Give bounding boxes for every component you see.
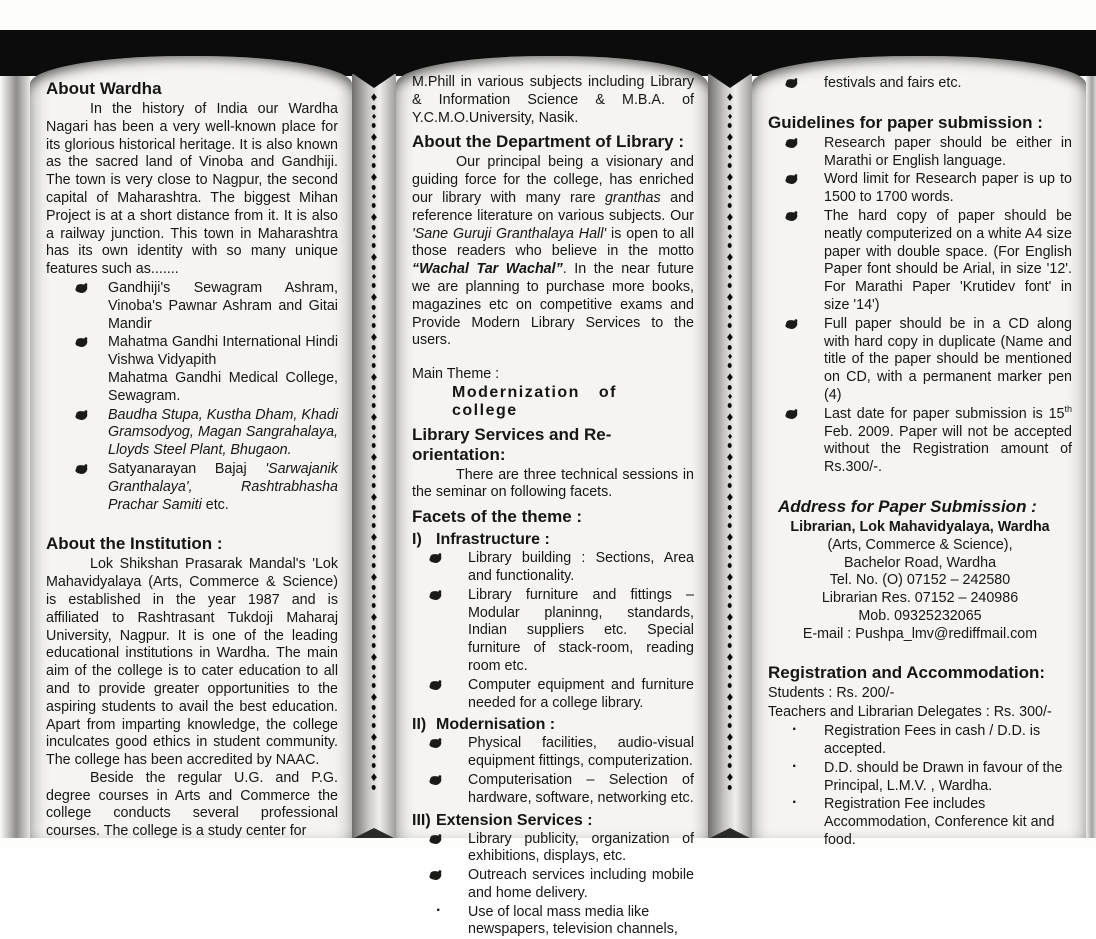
fold-dot-icon (372, 625, 376, 630)
fold-dot-icon (728, 723, 732, 728)
fold-diamond-icon: ♦ (371, 751, 377, 761)
bullet-item (412, 735, 694, 771)
fold-diamond-icon: ♦ (727, 751, 733, 761)
fold-dot-icon (728, 385, 732, 390)
bullet-text: Registration Fee includes Accommodation, Conference kit and food. (824, 796, 1055, 848)
fold-dot-icon (728, 203, 732, 208)
bullet-text: D.D. should be Drawn in favour of the Principal, L.M.V. , Wardha. (824, 759, 1063, 794)
fold-dot-icon (372, 465, 376, 470)
text-line: Main Theme : (412, 366, 500, 383)
leaf-bullet-icon (75, 282, 88, 294)
text-run: Satyanarayan Bajaj (108, 460, 266, 477)
fold-dot-icon (372, 305, 376, 310)
leaf-bullet-icon (785, 408, 798, 420)
fold-dot-icon (728, 523, 732, 528)
fold-dot-icon (372, 185, 376, 190)
left-fold-edge (0, 76, 30, 838)
fold-dot-icon (728, 283, 732, 288)
section-gap (768, 644, 1072, 658)
bullet-text: The hard copy of paper should be neatly computerized on a white A4 size paper with double space. (For English Paper font should be Arial, in size '12'. For Marathi Paper 'Krutidev font' in size '14') (824, 207, 1072, 313)
paragraph: Beside the regular U.G. and P.G. degree courses in Arts and Commerce the college conducts several professional courses. The college is a study center for (46, 769, 338, 840)
diamond-ornament-column (727, 90, 734, 826)
fold-diamond-icon: ♦ (370, 409, 378, 424)
roman-numeral-label: II) (412, 716, 427, 734)
fold-diamond-icon: ♦ (727, 631, 733, 641)
fold-dot-icon (372, 705, 376, 710)
fold-dot-icon (728, 563, 732, 568)
fold-diamond-icon: ♦ (726, 409, 734, 424)
fold-dot-icon (372, 123, 376, 128)
fold-diamond-icon: ♦ (370, 90, 378, 104)
fold-diamond-icon: ♦ (726, 129, 734, 144)
fold-dot-icon (372, 363, 376, 368)
fold-dot-icon (372, 345, 376, 350)
fold-diamond-icon: ♦ (371, 551, 377, 561)
fold-diamond-icon: ♦ (727, 351, 733, 361)
leaf-bullet-icon (75, 463, 88, 475)
fold-diamond-icon: ♦ (370, 129, 378, 144)
section-heading: About Wardha (46, 79, 162, 98)
fold-dot-icon (372, 243, 376, 248)
bullet-item (768, 75, 1072, 93)
bullet-item (412, 587, 694, 676)
fold-dot-icon (372, 563, 376, 568)
fold-diamond-icon: ♦ (727, 511, 733, 521)
text-run: granthas (604, 189, 661, 206)
bullet-text: Physical facilities, audio-visual equipment fittings, computerization. (468, 735, 694, 770)
fold-diamond-icon: ♦ (371, 351, 377, 361)
fold-dot-icon (372, 643, 376, 648)
fold-diamond-icon: ♦ (370, 249, 378, 264)
fold-dot-icon (372, 665, 376, 670)
fold-diamond-icon: ♦ (371, 231, 377, 241)
fold-dot-icon (728, 345, 732, 350)
fold-dot-icon (728, 145, 732, 150)
text-line: Teachers and Librarian Delegates : Rs. 300/- (768, 704, 1052, 721)
subheading-text: Infrastructure : (436, 531, 550, 549)
fold-dot-icon (372, 483, 376, 488)
bullet-text (108, 407, 338, 459)
bullet-item (768, 135, 1072, 171)
leaf-bullet-icon (429, 774, 442, 786)
fold-diamond-icon: ♦ (371, 591, 377, 601)
numbered-subheading (412, 811, 694, 830)
fold-dot-icon (728, 545, 732, 550)
bullet-text: Library publicity, organization of exhibitions, displays, etc. (468, 830, 694, 865)
text-run: is open to all those readers who believe in the motto (412, 225, 695, 260)
fold-dot-icon (372, 283, 376, 288)
fold-dot-icon (728, 363, 732, 368)
fold-dot-icon (728, 425, 732, 430)
leaf-bullet-icon (785, 318, 798, 330)
fold-diamond-icon: ♦ (726, 729, 734, 744)
fold-diamond-icon: ♦ (726, 369, 734, 384)
section-heading: Guidelines for paper submission : (768, 112, 1043, 132)
bullet-text: Gandhiji's Sewagram Ashram, Vinoba's Pawnar Ashram and Gitai Mandir (108, 279, 338, 332)
contact-line: E-mail : Pushpa_lmv@rediffmail.com (802, 625, 1038, 642)
text-run: th (1064, 403, 1072, 414)
fold-diamond-icon: ♦ (727, 471, 733, 481)
fold-dot-icon (728, 763, 732, 768)
fold-gutter (708, 74, 752, 838)
leaf-bullet-icon (429, 738, 442, 750)
fold-dot-icon (372, 203, 376, 208)
fold-dot-icon (372, 163, 376, 168)
text-run: Baudha Stupa, Kustha Dham, Khadi Gramsodyog, Magan Sangrahalaya, Lloyds Steel Plant, Bhugaon. (108, 406, 338, 459)
bullet-text: Word limit for Research paper is up to 1500 to 1700 words. (824, 171, 1072, 206)
contact-line: Bachelor Road, Wardha (843, 554, 997, 571)
bullet-item (46, 334, 338, 405)
fold-dot-icon (728, 705, 732, 710)
fold-diamond-icon: ♦ (727, 151, 733, 161)
fold-dot-icon (728, 643, 732, 648)
bullet-text: Library furniture and fittings – Modular planinng, standards, Indian suppliers etc. Special furniture of stack-room, reading room etc. (468, 586, 694, 674)
paragraph (412, 154, 694, 350)
bullet-text: Registration Fees in cash / D.D. is accepted. (824, 723, 1041, 757)
text-run: Mahatma Gandhi International Hindi Vishwa Vidyapith (108, 334, 338, 369)
paragraph: M.Phill in various subjects including Library & Information Science & M.B.A. of Y.C.M.O.University, Nasik. (412, 74, 694, 126)
section-heading: Library Services and Re-orientation: (412, 424, 612, 464)
fold-diamond-icon: ♦ (726, 649, 734, 664)
subheading-text: Modernisation : (436, 716, 556, 734)
section-gap (412, 350, 694, 364)
text-run: etc. (201, 496, 229, 513)
fold-diamond-icon: ♦ (370, 449, 378, 464)
fold-dot-icon (728, 465, 732, 470)
fold-diamond-icon: ♦ (727, 671, 733, 681)
bullet-item (412, 677, 694, 713)
fold-dot-icon (372, 723, 376, 728)
text-run: Mahatma Gandhi Medical College, Sewagram. (108, 369, 338, 404)
dot-bullet-item (768, 723, 1072, 759)
fold-dot-icon (372, 425, 376, 430)
fold-diamond-icon: ♦ (727, 191, 733, 201)
bullet-text (824, 403, 1072, 476)
numbered-subheading (412, 530, 694, 549)
dot-bullet-icon: · (792, 721, 798, 739)
bullet-text: Computer equipment and furniture needed for a college library. (468, 676, 694, 711)
fold-diamond-icon: ♦ (727, 591, 733, 601)
text-run: . In the near future we are planning to purchase more books, magazines etc on competitive exams and Provide Modern Library Services to the users. (412, 261, 694, 349)
fold-diamond-icon: ♦ (727, 271, 733, 281)
fold-dot-icon (728, 683, 732, 688)
bullet-item (412, 550, 694, 586)
fold-diamond-icon: ♦ (726, 209, 734, 224)
bullet-item (46, 407, 338, 460)
fold-dot-icon (372, 443, 376, 448)
fold-dot-icon (728, 785, 732, 790)
fold-dot-icon (728, 243, 732, 248)
diamond-ornament-column (371, 90, 378, 826)
fold-diamond-icon: ♦ (726, 569, 734, 584)
fold-diamond-icon: ♦ (727, 431, 733, 441)
section-heading: About the Department of Library : (412, 132, 685, 152)
section-gap (768, 94, 1072, 108)
fold-dot-icon (728, 745, 732, 750)
fold-gutter (352, 74, 396, 838)
fold-dot-icon (372, 105, 376, 110)
fold-dot-icon (728, 323, 732, 328)
leaf-bullet-icon (785, 78, 798, 90)
fold-dot-icon (728, 105, 732, 110)
fold-dot-icon (372, 603, 376, 608)
fold-dot-icon (372, 545, 376, 550)
panel-guidelines-registration (752, 56, 1086, 848)
bullet-item (768, 403, 1072, 477)
fold-diamond-icon: ♦ (371, 191, 377, 201)
dot-bullet-item (768, 796, 1072, 849)
bullet-text: Outreach services including mobile and home delivery. (468, 867, 694, 901)
fold-dot-icon (372, 265, 376, 270)
panel-about-wardha (30, 56, 352, 838)
fold-diamond-icon: ♦ (370, 369, 378, 384)
bullet-text: Full paper should be in a CD along with hard copy in duplicate (Name and title of the paper should be mentioned on CD, with a permanent marker pen (4) (824, 315, 1072, 403)
bullet-text (108, 461, 338, 513)
fold-diamond-icon: ♦ (371, 511, 377, 521)
fold-diamond-icon: ♦ (727, 111, 733, 121)
fold-diamond-icon: ♦ (371, 151, 377, 161)
dot-bullet-icon: · (792, 794, 798, 812)
fold-dot-icon (372, 403, 376, 408)
bullet-text: Computerisation – Selection of hardware, software, networking etc. (468, 771, 694, 806)
fold-dot-icon (728, 443, 732, 448)
fold-dot-icon (372, 225, 376, 230)
text-run: 'Sarwajanik Granthalaya', Rashtrabhasha Prachar Samiti (108, 460, 338, 513)
fold-dot-icon (372, 585, 376, 590)
roman-numeral-label: III) (412, 811, 431, 829)
fold-diamond-icon: ♦ (726, 169, 734, 184)
section-gap (768, 478, 1072, 492)
bullet-text: Use of local mass media like newspapers, television channels, (468, 903, 678, 938)
fold-dot-icon (728, 603, 732, 608)
leaf-bullet-icon (75, 337, 88, 349)
fold-diamond-icon: ♦ (726, 90, 734, 104)
leaf-bullet-icon (429, 553, 442, 565)
dot-bullet-icon: · (436, 901, 442, 919)
leaf-bullet-icon (429, 679, 442, 691)
fold-dot-icon (728, 305, 732, 310)
fold-diamond-icon: ♦ (370, 329, 378, 344)
bullet-text (108, 334, 338, 403)
fold-dot-icon (728, 225, 732, 230)
leaf-bullet-icon (429, 589, 442, 601)
fold-diamond-icon: ♦ (726, 609, 734, 624)
fold-diamond-icon: ♦ (726, 489, 734, 504)
fold-diamond-icon: ♦ (727, 551, 733, 561)
fold-dot-icon (728, 505, 732, 510)
text-run: Feb. 2009. Paper will not be accepted without the Registration amount of Rs.300/-. (824, 423, 1072, 476)
fold-diamond-icon: ♦ (370, 729, 378, 744)
text-line: Students : Rs. 200/- (768, 684, 895, 701)
section-heading: Facets of the theme : (412, 507, 583, 527)
paragraph: There are three technical sessions in the seminar on following facets. (412, 466, 694, 501)
fold-dot-icon (728, 185, 732, 190)
bullet-item (768, 208, 1072, 315)
roman-numeral-label: I) (412, 531, 422, 549)
fold-dot-icon (728, 163, 732, 168)
numbered-subheading (412, 715, 694, 734)
bullet-text: festivals and fairs etc. (824, 75, 962, 91)
contact-line: Librarian Res. 07152 – 240986 (821, 590, 1019, 607)
leaf-bullet-icon (75, 409, 88, 421)
fold-dot-icon (372, 745, 376, 750)
fold-diamond-icon: ♦ (726, 289, 734, 304)
bullet-item (768, 316, 1072, 405)
fold-diamond-icon: ♦ (726, 769, 734, 784)
contact-line: Tel. No. (O) 07152 – 242580 (829, 572, 1011, 589)
fold-dot-icon (728, 403, 732, 408)
fold-diamond-icon: ♦ (371, 711, 377, 721)
fold-diamond-icon: ♦ (727, 231, 733, 241)
fold-diamond-icon: ♦ (371, 471, 377, 481)
leaf-bullet-icon (785, 137, 798, 149)
fold-diamond-icon: ♦ (371, 111, 377, 121)
fold-dot-icon (728, 265, 732, 270)
bullet-item (412, 867, 694, 903)
fold-dot-icon (728, 665, 732, 670)
fold-dot-icon (372, 323, 376, 328)
fold-diamond-icon: ♦ (371, 311, 377, 321)
contact-line: (Arts, Commerce & Science), (827, 536, 1013, 553)
fold-diamond-icon: ♦ (370, 569, 378, 584)
fold-diamond-icon: ♦ (370, 209, 378, 224)
fold-dot-icon (372, 763, 376, 768)
paragraph: In the history of India our Wardha Nagari has been a very well-known place for its glorious historical heritage. It is also known as the sacred land of Vinoba and Gandhiji. The town is very close to Nagpur, the second capital of Maharashtra. The biggest Mihan Project is at a short distance from it. It is also a railway junction. This town in Maharashtra has its own identity with so many unique features such as....... (46, 101, 338, 278)
right-fold-edge (1086, 76, 1096, 838)
fold-diamond-icon: ♦ (727, 711, 733, 721)
fold-diamond-icon: ♦ (371, 391, 377, 401)
fold-dot-icon (728, 483, 732, 488)
fold-diamond-icon: ♦ (371, 631, 377, 641)
fold-diamond-icon: ♦ (370, 689, 378, 704)
fold-dot-icon (372, 385, 376, 390)
fold-diamond-icon: ♦ (370, 769, 378, 784)
fold-diamond-icon: ♦ (727, 391, 733, 401)
bullet-item (46, 280, 338, 333)
fold-diamond-icon: ♦ (370, 289, 378, 304)
fold-dot-icon (728, 123, 732, 128)
subheading-text: Extension Services : (436, 811, 593, 829)
section-heading: Registration and Accommodation: (768, 662, 1046, 682)
bullet-text: Research paper should be either in Marathi or English language. (824, 134, 1072, 169)
fold-diamond-icon: ♦ (726, 449, 734, 464)
leaf-bullet-icon (785, 211, 798, 223)
leaf-bullet-icon (429, 833, 442, 845)
contact-line: Mob. 09325232065 (858, 607, 982, 624)
fold-diamond-icon: ♦ (370, 649, 378, 664)
bullet-item (46, 461, 338, 514)
section-heading: About the Institution : (46, 534, 223, 554)
section-gap (46, 515, 338, 529)
fold-dot-icon (372, 785, 376, 790)
contact-line: Librarian, Lok Mahavidyalaya, Wardha (790, 518, 1050, 535)
fold-diamond-icon: ♦ (726, 529, 734, 544)
fold-diamond-icon: ♦ (370, 489, 378, 504)
fold-diamond-icon: ♦ (727, 311, 733, 321)
fold-diamond-icon: ♦ (371, 671, 377, 681)
fold-dot-icon (372, 505, 376, 510)
fold-diamond-icon: ♦ (370, 169, 378, 184)
fold-diamond-icon: ♦ (371, 431, 377, 441)
bullet-item (412, 772, 694, 808)
text-run: Our principal being a visionary and guiding force for the college, has enriched our library with many rare (412, 154, 694, 206)
dot-bullet-item (412, 901, 694, 939)
fold-diamond-icon: ♦ (370, 609, 378, 624)
fold-diamond-icon: ♦ (726, 249, 734, 264)
bullet-item (768, 171, 1072, 207)
fold-diamond-icon: ♦ (726, 689, 734, 704)
section-heading: Address for Paper Submission : (778, 496, 1037, 516)
fold-dot-icon (372, 683, 376, 688)
dot-bullet-item (768, 757, 1072, 796)
panel-seminar-theme (396, 56, 708, 938)
fold-diamond-icon: ♦ (371, 271, 377, 281)
fold-dot-icon (372, 523, 376, 528)
bullet-text: Library building : Sections, Area and functionality. (468, 550, 694, 584)
fold-diamond-icon: ♦ (726, 329, 734, 344)
fold-diamond-icon: ♦ (370, 529, 378, 544)
text-run: “Wachal Tar Wachal” (412, 261, 563, 278)
dot-bullet-icon: · (792, 757, 798, 775)
text-run: and reference literature on various subjects. Our (412, 189, 694, 224)
leaf-bullet-icon (429, 870, 442, 882)
fold-dot-icon (728, 585, 732, 590)
paragraph: Lok Shikshan Prasarak Mandal's 'Lok Mahavidyalaya (Arts, Commerce & Science) is established in the year 1987 and is affiliated to Rashtrasant Tukdoji Maharaj University, Nagpur. It is one of the leading educational institutions in Wardha. The main aim of the college is to cater education to all and to provide greater opportunities to the aspiring students to avail the best education. Apart from imparting knowledge, the college inculcates good ethics in student community. The college has been accredited by NAAC. (46, 556, 338, 769)
fold-dot-icon (728, 625, 732, 630)
theme-title: Modernization of college (452, 383, 617, 419)
fold-dot-icon (372, 145, 376, 150)
text-run: 'Sane Guruji Granthalaya Hall' (412, 225, 607, 242)
bullet-item (412, 831, 694, 867)
leaf-bullet-icon (785, 174, 798, 186)
text-run: Last date for paper submission is 15 (824, 405, 1065, 422)
